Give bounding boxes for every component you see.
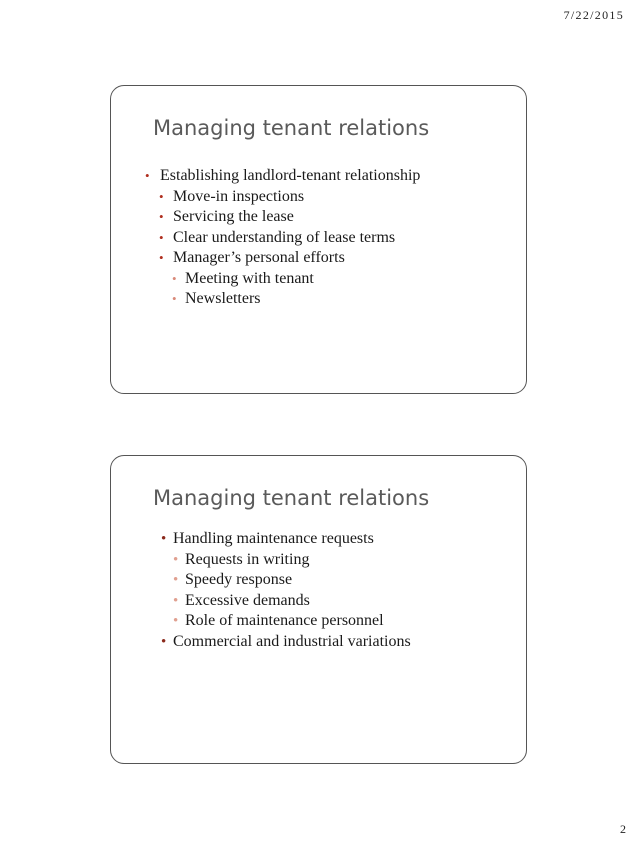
bullet-text: Excessive demands (185, 591, 310, 609)
bullet-text: Clear understanding of lease terms (173, 228, 396, 246)
bullet-icon: • (159, 229, 164, 245)
bullet-icon: • (159, 188, 164, 204)
bullet-icon: • (173, 613, 179, 629)
slide-title: Managing tenant relations (153, 116, 430, 140)
bullet-text: Newsletters (185, 290, 261, 307)
bullet-text: Manager’s personal efforts (173, 249, 345, 266)
bullet-icon: • (159, 250, 164, 265)
bullet-icon: • (173, 551, 179, 568)
bullet-icon: • (145, 168, 150, 183)
bullet-text: Handling maintenance requests (173, 530, 374, 547)
page-number: 2 (620, 822, 626, 836)
bullet-text: Commercial and industrial variations (173, 632, 411, 650)
bullet-text: Move-in inspections (173, 187, 305, 205)
bullet-item (145, 248, 420, 269)
bullet-icon: • (173, 592, 179, 609)
bullet-item (161, 591, 411, 612)
bullet-item (161, 570, 411, 591)
bullet-icon: • (173, 572, 179, 588)
slide-title: Managing tenant relations (153, 486, 430, 510)
bullet-icon: • (172, 270, 177, 286)
bullet-text: Requests in writing (185, 550, 310, 568)
bullet-text: Establishing landlord-tenant relationship (160, 167, 421, 184)
bullet-icon: • (161, 633, 167, 650)
bullet-list (161, 529, 411, 652)
bullet-text: Speedy response (185, 571, 293, 588)
bullet-item (145, 289, 420, 310)
bullet-item (161, 550, 411, 571)
bullet-text: Role of maintenance personnel (185, 612, 384, 629)
bullet-item (145, 269, 420, 290)
bullet-item (161, 611, 411, 632)
bullet-icon: • (161, 531, 167, 547)
bullet-icon: • (172, 291, 177, 306)
page-date: 7/22/2015 (563, 8, 624, 22)
bullet-item (145, 166, 420, 187)
slide-2 (110, 455, 527, 764)
bullet-icon: • (159, 209, 164, 224)
bullet-item (145, 187, 420, 208)
bullet-item (161, 529, 411, 550)
bullet-item (145, 207, 420, 228)
bullet-item (161, 632, 411, 653)
bullet-item (145, 228, 420, 249)
bullet-text: Servicing the lease (173, 208, 294, 225)
bullet-list (145, 166, 420, 310)
slide-1 (110, 85, 527, 394)
bullet-text: Meeting with tenant (185, 269, 314, 287)
